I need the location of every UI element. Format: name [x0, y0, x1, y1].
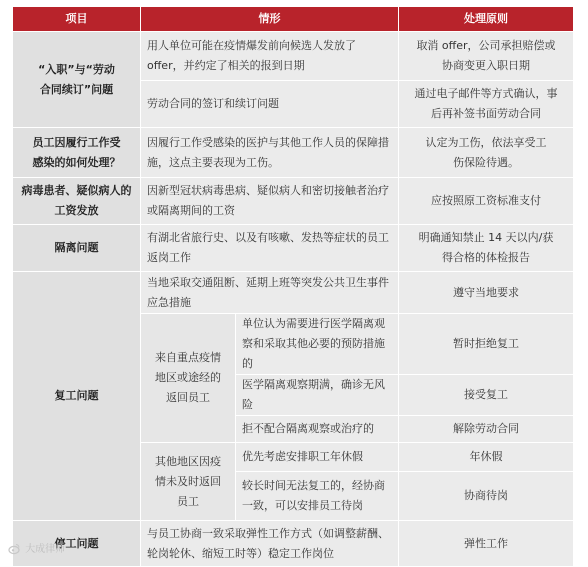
situation-cell: 当地采取交通阻断、延期上班等突发公共卫生事件应急措施 [141, 272, 399, 314]
table-row [13, 521, 574, 567]
table-row [13, 178, 574, 225]
weibo-icon [8, 543, 20, 555]
row-item-resume: 复工问题 [13, 272, 141, 521]
principle-cell: 认定为工伤，依法享受工伤保险待遇。 [399, 128, 574, 178]
situation-cell: 因履行工作受感染的医护与其他工作人员的保障措施，这点主要表现为工伤。 [141, 128, 399, 178]
principle-cell: 年休假 [399, 443, 574, 472]
situation-cell: 有湖北省旅行史、以及有咳嗽、发热等症状的员工返岗工作 [141, 225, 399, 272]
header-situation: 情形 [141, 7, 399, 32]
situation-cell: 劳动合同的签订和续订问题 [141, 81, 399, 128]
row-item-injury: 员工因履行工作受感染的如何处理？ [13, 128, 141, 178]
principle-cell: 暂时拒绝复工 [399, 314, 574, 375]
situation-cell: 与员工协商一致采取弹性工作方式（如调整薪酬、轮岗轮休、缩短工时等）稳定工作岗位 [141, 521, 399, 567]
header-principle: 处理原则 [399, 7, 574, 32]
principle-cell: 应按照原工资标准支付 [399, 178, 574, 225]
header-row [13, 7, 574, 32]
principle-cell: 遵守当地要求 [399, 272, 574, 314]
row-item-isolation: 隔离问题 [13, 225, 141, 272]
principle-cell: 通过电子邮件等方式确认，事后再补签书面劳动合同 [399, 81, 574, 128]
principle-cell: 明确通知禁止 14 天以内/获得合格的体检报告 [399, 225, 574, 272]
table-row [13, 225, 574, 272]
principle-cell: 解除劳动合同 [399, 416, 574, 443]
table-row [13, 128, 574, 178]
principle-cell: 取消 offer，公司承担赔偿或协商变更入职日期 [399, 32, 574, 81]
situation-cell: 优先考虑安排职工年休假 [236, 443, 399, 472]
principle-cell: 协商待岗 [399, 472, 574, 521]
situation-cell: 因新型冠状病毒患病、疑似病人和密切接触者治疗或隔离期间的工资 [141, 178, 399, 225]
situation-cell: 医学隔离观察期满，确诊无风险 [236, 375, 399, 416]
situation-cell: 单位认为需要进行医学隔离观察和采取其他必要的预防措施的 [236, 314, 399, 375]
watermark-text: 大成律师 [25, 544, 66, 555]
row-item-patients: 病毒患者、疑似病人的工资发放 [13, 178, 141, 225]
principle-cell: 接受复工 [399, 375, 574, 416]
row-item-hiring: “入职”与“劳动合同续订”问题 [13, 32, 141, 128]
subgroup-key-region: 来自重点疫情地区或途经的返回员工 [141, 314, 236, 443]
subgroup-other-region: 其他地区因疫情未及时返回员工 [141, 443, 236, 521]
header-item: 项目 [13, 7, 141, 32]
situation-cell: 较长时间无法复工的，经协商一致，可以安排员工待岗 [236, 472, 399, 521]
watermark [8, 540, 65, 555]
situation-cell: 用人单位可能在疫情爆发前向候选人发放了 offer，并约定了相关的报到日期 [141, 32, 399, 81]
row-item-suspend: 停工问题 [13, 521, 141, 567]
principle-cell: 弹性工作 [399, 521, 574, 567]
policy-table [12, 6, 574, 567]
situation-cell: 拒不配合隔离观察或治疗的 [236, 416, 399, 443]
table-row [13, 272, 574, 314]
table-row [13, 32, 574, 81]
